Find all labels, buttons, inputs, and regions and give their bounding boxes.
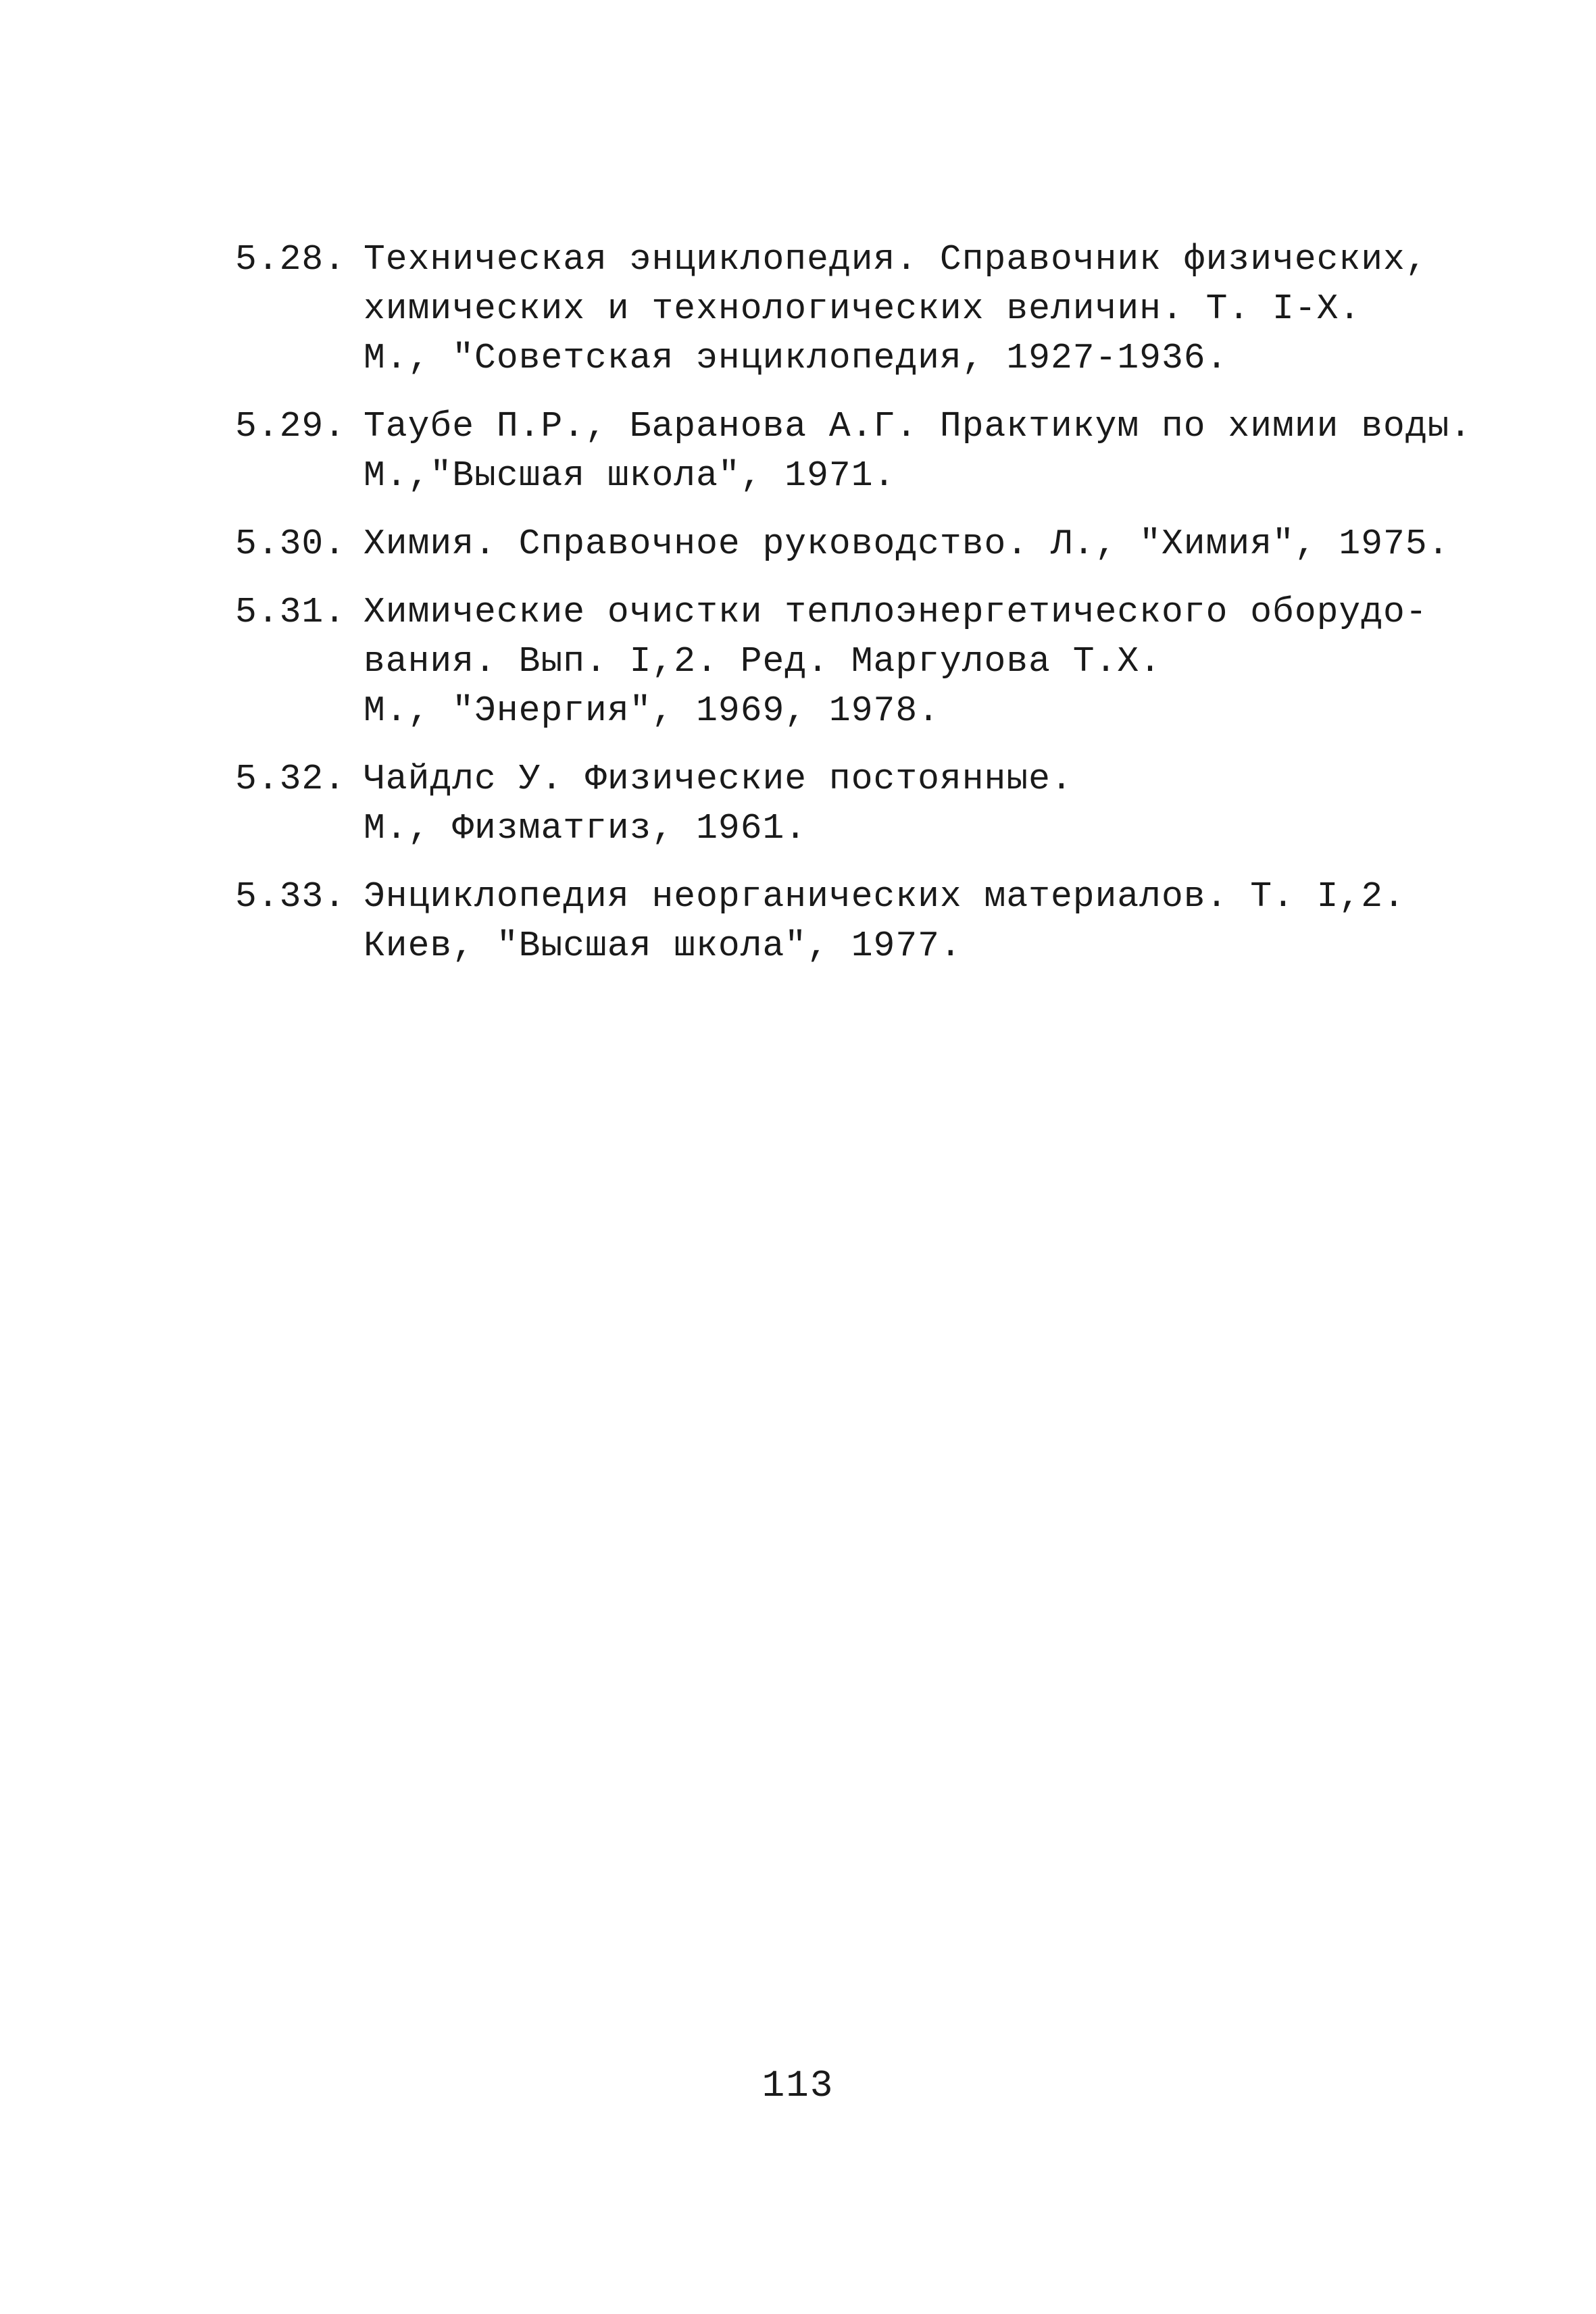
- reference-line: вания. Вып. I,2. Ред. Маргулова Т.Х.: [364, 641, 1162, 682]
- reference-line: Чайдлс У. Физические постоянные.: [364, 759, 1073, 799]
- reference-number: 5.31.: [235, 592, 347, 632]
- reference-line: Таубе П.Р., Баранова А.Г. Практикум по химии воды.: [364, 406, 1472, 447]
- reference-number: 5.33.: [235, 876, 347, 917]
- reference-item-5-31: [235, 588, 1438, 736]
- reference-line: Химические очистки теплоэнергетического оборудо-: [364, 592, 1428, 632]
- reference-item-5-32: [235, 755, 1438, 853]
- reference-line: М.,"Высшая школа", 1971.: [364, 455, 896, 496]
- reference-text: [364, 755, 1438, 853]
- page-number: 113: [762, 2064, 834, 2107]
- reference-line: химических и технологических величин. Т. I-X.: [364, 288, 1362, 329]
- reference-item-5-29: [235, 402, 1472, 501]
- reference-item-5-28: [235, 235, 1438, 383]
- reference-text: [364, 402, 1472, 501]
- reference-item-5-33: [235, 872, 1438, 971]
- reference-line: Химия. Справочное руководство. Л., "Химия", 1975.: [364, 524, 1450, 564]
- reference-line: Киев, "Высшая школа", 1977.: [364, 926, 962, 966]
- reference-line: М., Физматгиз, 1961.: [364, 808, 807, 849]
- reference-number: 5.29.: [235, 406, 347, 447]
- reference-text: [364, 872, 1438, 971]
- reference-number: 5.32.: [235, 759, 347, 799]
- reference-number: 5.30.: [235, 524, 347, 564]
- reference-item-5-30: [235, 520, 1450, 569]
- reference-text: [364, 588, 1438, 736]
- reference-line: М., "Советская энциклопедия, 1927-1936.: [364, 338, 1228, 378]
- reference-line: М., "Энергия", 1969, 1978.: [364, 690, 940, 731]
- reference-text: [364, 235, 1438, 383]
- reference-text: [364, 520, 1449, 569]
- reference-line: Техническая энциклопедия. Справочник физических,: [364, 239, 1428, 280]
- reference-list: [235, 235, 1472, 990]
- reference-number: 5.28.: [235, 239, 347, 280]
- reference-line: Энциклопедия неорганических материалов. Т. I,2.: [364, 876, 1405, 917]
